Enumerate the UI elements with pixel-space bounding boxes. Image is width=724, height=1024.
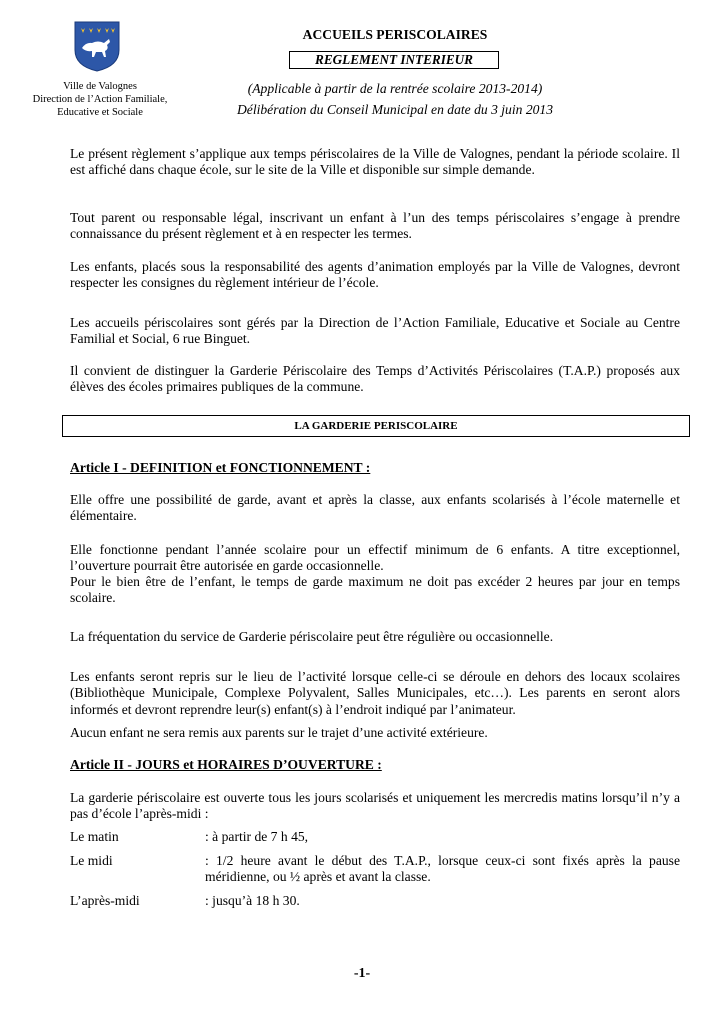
article-1-paragraph: Aucun enfant ne sera remis aux parents sur le trajet d’une activité extérieure. [70, 725, 488, 740]
intro-paragraph: Les accueils périscolaires sont gérés par la Direction de l’Action Familiale, Educative et Sociale au Centre Familial et Social, 6 rue Binguet. [70, 315, 680, 347]
valognes-coat-of-arms-icon [73, 20, 121, 72]
article-1-paragraph: Pour le bien être de l’enfant, le temps de garde maximum ne doit pas excéder 2 heures par jour en temps scolaire. [70, 574, 680, 606]
org-line-department: Educative et Sociale [57, 107, 143, 118]
schedule-label: L’après-midi [70, 893, 140, 908]
article-2-intro: La garderie périscolaire est ouverte tous les jours scolarisés et uniquement les mercredis matins lorsqu’il n’y a pas d’école l’après-midi : [70, 790, 680, 822]
schedule-label: Le midi [70, 853, 113, 868]
org-line-city: Ville de Valognes [63, 81, 137, 92]
article-2-title: Article II - JOURS et HORAIRES D’OUVERTURE : [70, 757, 382, 772]
applicable-date: (Applicable à partir de la rentrée scolaire 2013-2014) [247, 81, 543, 96]
article-1-paragraph: La fréquentation du service de Garderie périscolaire peut être régulière ou occasionnelle. [70, 629, 554, 644]
intro-paragraph: Tout parent ou responsable légal, inscrivant un enfant à l’un des temps périscolaires s’engage à prendre connaissance du présent règlement et à en respecter les termes. [70, 210, 680, 242]
article-1-title: Article I - DEFINITION et FONCTIONNEMENT : [70, 460, 371, 475]
org-line-direction: Direction de l’Action Familiale, [32, 94, 168, 105]
article-1-paragraph: Elle offre une possibilité de garde, avant et après la classe, aux enfants scolarisés à l’école maternelle et élémentaire. [70, 492, 680, 524]
schedule-value: : à partir de 7 h 45, [205, 829, 309, 844]
document-subtitle: REGLEMENT INTERIEUR [289, 51, 499, 69]
deliberation-date: Délibération du Conseil Municipal en date du 3 juin 2013 [236, 102, 554, 117]
schedule-value: : jusqu’à 18 h 30. [205, 893, 300, 908]
schedule-label: Le matin [70, 829, 119, 844]
article-1-paragraph: Elle fonctionne pendant l’année scolaire pour un effectif minimum de 6 enfants. A titre exceptionnel, l’ouverture pourrait être autorisée en garde occasionnelle. [70, 542, 680, 574]
section-heading: LA GARDERIE PERISCOLAIRE [62, 415, 690, 437]
applicability-note [200, 78, 590, 120]
intro-paragraph: Le présent règlement s’applique aux temps périscolaires de la Ville de Valognes, pendant la période scolaire. Il est affiché dans chaque école, sur le site de la Ville et disponible sur simple demande. [70, 146, 680, 178]
schedule-value: : 1/2 heure avant le début des T.A.P., lorsque ceux-ci sont fixés après la pause méridienne, ou ½ après et avant la classe. [205, 853, 680, 885]
page-number: -1- [353, 966, 371, 981]
article-1-paragraph: Les enfants seront repris sur le lieu de l’activité lorsque celle-ci se déroule en dehors des locaux scolaires (Bibliothèque Municipale, Complexe Polyvalent, Salles Municipales, etc…). Les parents en seront alors informés et devront reprendre leur(s) enfant(s) à l’endroit indiqué par l’animateur. [70, 669, 680, 717]
organization-name [10, 80, 190, 119]
intro-paragraph: Les enfants, placés sous la responsabilité des agents d’animation employés par la Ville de Valognes, devront respecter les consignes du règlement intérieur de l’école. [70, 259, 680, 291]
intro-paragraph: Il convient de distinguer la Garderie Périscolaire des Temps d’Activités Périscolaires (T.A.P.) proposés aux élèves des écoles primaires publiques de la commune. [70, 363, 680, 395]
document-title: ACCUEILS PERISCOLAIRES [302, 27, 488, 42]
